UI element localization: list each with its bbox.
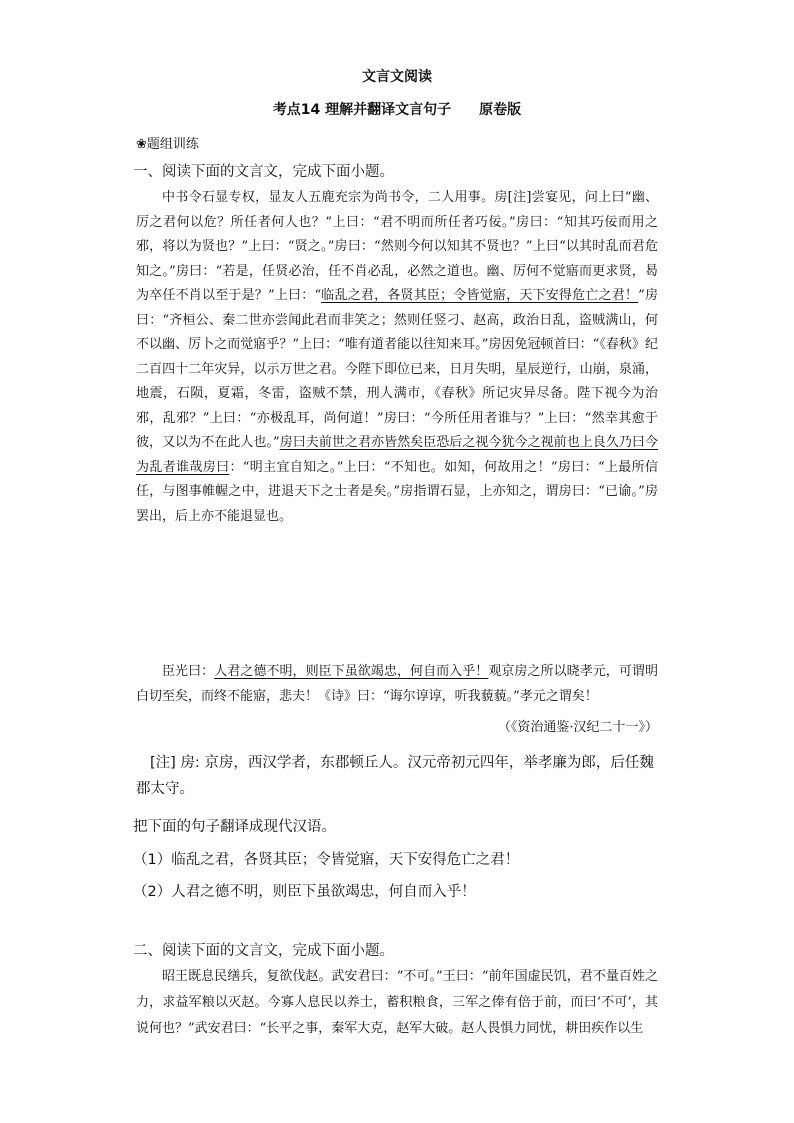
- section-label: ❀题组训练: [136, 137, 199, 152]
- question-1-heading: 一、阅读下面的文言文，完成下面小题。: [133, 164, 394, 180]
- underlined-sentence-2: 房曰夫前世之君亦皆然矣臣恐后之视今犹今之视前也上良久乃曰今为乱者谁哉房曰: [136, 435, 658, 475]
- passage-2-paragraph-1: 昭王既息民缮兵，复欲伐赵。武安君曰：“不可。”王曰：“前年国虚民饥，君不量百姓之力，求益军粮以灭赵。今寡人息民以养士，蓄积粮食，三军之俸有倍于前，而曰‘不可’，其说何也？”武安君曰：“长平之事，秦军大克，赵军大破。赵人畏惧力同忧，耕田疾作以生: [136, 969, 658, 1036]
- passage-1-paragraph-1: [136, 186, 658, 529]
- underlined-sentence-3: 人君之德不明，则臣下虽欲竭忠，何自而入乎！: [214, 664, 489, 679]
- translation-instruction: 把下面的句子翻译成现代汉语。: [133, 819, 336, 835]
- passage-text: 观京房之所以晓孝元，可谓明白切至矣，而终不能寤，悲夫！《诗》曰：“诲尔谆谆，听我藐藐。”孝元之谓矣！: [136, 664, 658, 704]
- note-text: [注] 房: 京房，西汉学者，东郡顿丘人。汉元帝初元四年，举孝廉为郎，后任魏郡太守。: [136, 755, 654, 797]
- annotation-note: [136, 750, 666, 802]
- passage-1-paragraph-2: [136, 660, 658, 709]
- passage-text: 臣光曰：: [162, 664, 215, 679]
- passage-text: ：“明主宜自知之。”上曰：“不知也。如知，何故用之！”房曰：“上最所信任，与图事帷幄之中，进退天下之士者是矣。”房指谓石显，上亦知之，谓房曰：“已谕。”房罢出，后上亦不能退显也。: [136, 459, 658, 524]
- translation-item-2: （2）人君之德不明，则臣下虽欲竭忠，何自而入乎！: [133, 884, 476, 900]
- page-title: 文言文阅读: [362, 69, 432, 85]
- passage-text: 中书令石显专权，显友人五鹿充宗为尚书令，二人用事。房[注]尝宴见，问上曰“幽、厉之君何以危？所任者何人也？”上曰：“君不明而所任者巧佞。”房曰：“知其巧佞而用之邪，将以为贤也？”上曰：“贤之。”房曰：“然则今何以知其不贤也？”上曰“以其时乱而君危知之。”房曰：“若是，任贤必治，任不肖必乱，必然之道也。幽、厉何不觉寤而更求贤，曷为卒任不肖以至于是？”上曰：“: [136, 190, 658, 303]
- passage-text: ”房曰：“齐桓公、秦二世亦尝闻此君而非笑之；然则任竖刁、赵高，政治日乱，盗贼满山，何不以幽、厉卜之而觉寤乎？”上曰：“唯有道者能以往知来耳。”房因免冠顿首曰：“《春秋》纪二百四十二年灾异，以示万世之君。今陛下即位已来，日月失明，星辰逆行，山崩，泉涌，地震，石陨，夏霜，冬雷，盗贼不禁，刑人满市，《春秋》所记灾异尽备。陛下视今为治邪，乱邪？”上曰：“亦极乱耳，尚何道！”房曰：“今所任用者谁与？”上曰：“然幸其愈于彼，又以为不在此人也。”: [136, 288, 658, 450]
- page-subtitle: [0, 99, 794, 119]
- translation-item-1: （1）临乱之君，各贤其臣；令皆觉寤，天下安得危亡之君！: [133, 852, 520, 868]
- question-2-heading: 二、阅读下面的文言文，完成下面小题。: [133, 943, 394, 959]
- subtitle-version: 原卷版: [479, 102, 522, 118]
- underlined-sentence-1: 临乱之君，各贤其臣；令皆觉寤，天下安得危亡之君！: [321, 288, 639, 303]
- passage-source: （《资治通鉴·汉纪二十一》）: [497, 720, 658, 735]
- subtitle-topic: 考点14 理解并翻译文言句子: [272, 102, 452, 118]
